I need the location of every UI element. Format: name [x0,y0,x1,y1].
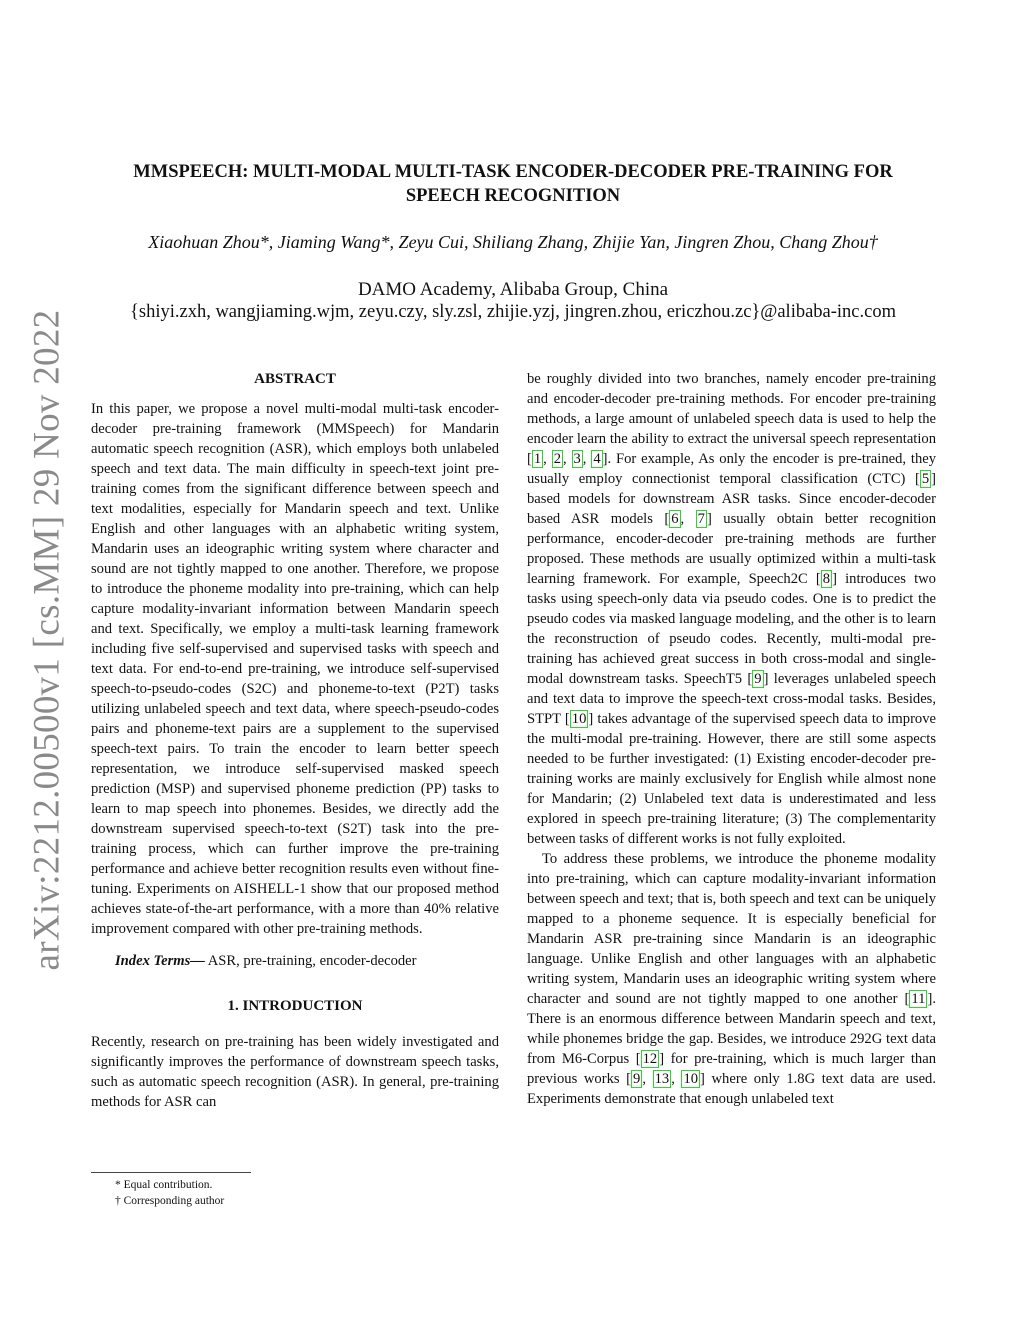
text-span: ] based models for downstream ASR tasks. Since encoder-decoder based ASR models [ [527,471,936,527]
citation-link[interactable]: 10 [571,711,587,727]
text-span: be roughly divided into two branches, namely encoder pre-training and encoder-decoder pre-training methods. For encoder pre-training methods, a large amount of unlabeled speech data is used to help the encoder learn the ability to extract the universal speech representation [ [527,371,936,467]
text-span: ]. For example, As only the encoder is pre-trained, they usually employ connectionist temporal classification (CTC) [ [527,451,937,487]
text-span: ] leverages unlabeled speech and text data to improve the speech-text cross-modal tasks. Besides, STPT [ [527,671,937,727]
paper-title [90,160,936,208]
abstract-text: In this paper, we propose a novel multi-modal multi-task encoder-decoder pre-training framework (MMSpeech) for Mandarin automatic speech recognition (ASR), which employs both unlabeled speech and text data. The main difficulty in speech-text joint pre-training comes from the significant difference between speech and text modalities, especially for Mandarin speech and text. Unlike English and other languages with an alphabetic writing system, Mandarin uses an ideographic writing system where character and sound are not tightly mapped to one another. Therefore, we propose to introduce the phoneme modality into pre-training, which can help capture modality-invariant information between Mandarin speech and text. Specifically, we employ a multi-task learning framework including five self-supervised and supervised tasks with speech and text data. For end-to-end pre-training, we introduce self-supervised speech-to-pseudo-codes (S2C) and phoneme-to-text (P2T) tasks utilizing unlabeled speech and text data, where speech-pseudo-codes pairs and phoneme-text pairs are a supplement to the supervised speech-text pairs. To train the encoder to learn better speech representation, we introduce self-supervised masked speech prediction (MSP) and supervised phoneme prediction (PP) tasks to learn to map speech into phonemes. Besides, we directly add the downstream supervised speech-to-text (S2T) task into the pre-training process, which can further improve the pre-training performance and achieve better recognition results even without fine-tuning. Experiments on AISHELL-1 show that our proposed method achieves state-of-the-art performance, with a more than 40% relative improvement compared with other pre-training methods. [91,401,499,937]
index-terms-text: ASR, pre-training, encoder-decoder [204,953,417,969]
right-paragraph-2 [527,849,936,1109]
footnote-equal-contribution: * Equal contribution. [115,1179,213,1191]
text-span: , [562,451,572,467]
citation-link[interactable]: 13 [654,1071,670,1087]
title-line-1: MMSPEECH: MULTI-MODAL MULTI-TASK ENCODER-DECODER PRE-TRAINING FOR [133,162,893,182]
citation-link[interactable]: 6 [671,511,679,527]
arxiv-id-text: arXiv:2212.00500v1 [cs.MM] 29 Nov 2022 [26,309,68,971]
footnote-rule [91,1172,251,1173]
text-span: , [680,511,696,527]
citation-link[interactable]: 12 [642,1051,658,1067]
arxiv-identifier [22,309,72,971]
intro-heading: 1. INTRODUCTION [227,998,363,1014]
citation-link[interactable]: 11 [911,991,926,1007]
email-list: {shiyi.zxh, wangjiaming.wjm, zeyu.czy, sly.zsl, zhijie.yzj, jingren.zhou, ericzhou.zc}@alibaba-inc.com [130,302,896,322]
affiliation: DAMO Academy, Alibaba Group, China [357,279,669,300]
index-terms [91,951,499,971]
citation-link[interactable]: 1 [533,451,542,467]
citation-link[interactable]: 9 [754,671,762,687]
abstract-heading: ABSTRACT [254,371,336,387]
text-span: , [543,451,552,467]
intro-paragraph: Recently, research on pre-training has been widely investigated and significantly improves the performance of downstream speech tasks, such as automatic speech recognition (ASR). In general, pre-training methods for ASR can [91,1034,499,1110]
right-paragraph-1 [527,369,936,849]
citation-link[interactable]: 7 [697,511,705,527]
text-span: , [582,451,592,467]
citation-link[interactable]: 3 [573,451,581,467]
text-span: , [642,1071,653,1087]
footnote-corresponding-author: † Corresponding author [115,1195,225,1207]
text-span: ] for pre-training, which is much larger than previous works [ [527,1051,936,1087]
text-span: To address these problems, we introduce the phoneme modality into pre-training, which can capture modality-invariant information between speech and text; that is, both speech and text can be uniquely mapped to a phoneme sequence. It is especially beneficial for Mandarin ASR pre-training since Mandarin is an ideographic language. Unlike English and other languages with an alphabetic writing system, Mandarin uses an ideographic writing system where character and sound are not tightly mapped to one another [ [527,851,936,1007]
citation-link[interactable]: 2 [553,451,561,467]
right-column [527,369,936,1109]
text-span: ] takes advantage of the supervised speech data to improve the multi-modal pre-training. However, there are still some aspects needed to be further investigated: (1) Existing encoder-decoder pre-training works are mainly exclusively for English while almost none for Mandarin; (2) Unlabeled text data is underestimated and less explored in speech pre-training literature; (3) The complementarity between tasks of different works is not fully exploited. [527,711,936,847]
author-list: Xiaohuan Zhou*, Jiaming Wang*, Zeyu Cui, Shiliang Zhang, Zhijie Yan, Jingren Zhou, Chang Zhou† [148,232,878,252]
footnotes [91,1172,499,1209]
text-span: ] introduces two tasks using speech-only data via pseudo codes. One is to predict the pseudo codes via masked language modeling, and the other is to learn the reconstruction of pseudo codes. Recently, multi-modal pre-training has achieved great success in both cross-modal and single-modal downstream tasks. SpeechT5 [ [527,571,936,687]
citation-link[interactable]: 8 [822,571,831,587]
citation-link[interactable]: 9 [633,1071,641,1087]
text-span: ] where only 1.8G text data are used. Experiments demonstrate that enough unlabeled text [527,1071,936,1107]
title-line-2: SPEECH RECOGNITION [405,186,621,206]
text-span: ] usually obtain better recognition performance, encoder-decoder pre-training methods are further proposed. These methods are usually optimized within a multi-task learning framework. For example, Speech2C [ [527,511,936,587]
text-span: ]. There is an enormous difference between Mandarin speech and text, while phonemes bridge the gap. Besides, we introduce 292G text data from M6-Corpus [ [527,991,936,1067]
index-terms-label: Index Terms— [115,953,205,969]
citation-link[interactable]: 5 [921,471,930,487]
citation-link[interactable]: 4 [593,451,601,467]
citation-link[interactable]: 10 [683,1071,699,1087]
left-column [91,369,499,1112]
text-span: , [671,1071,682,1087]
